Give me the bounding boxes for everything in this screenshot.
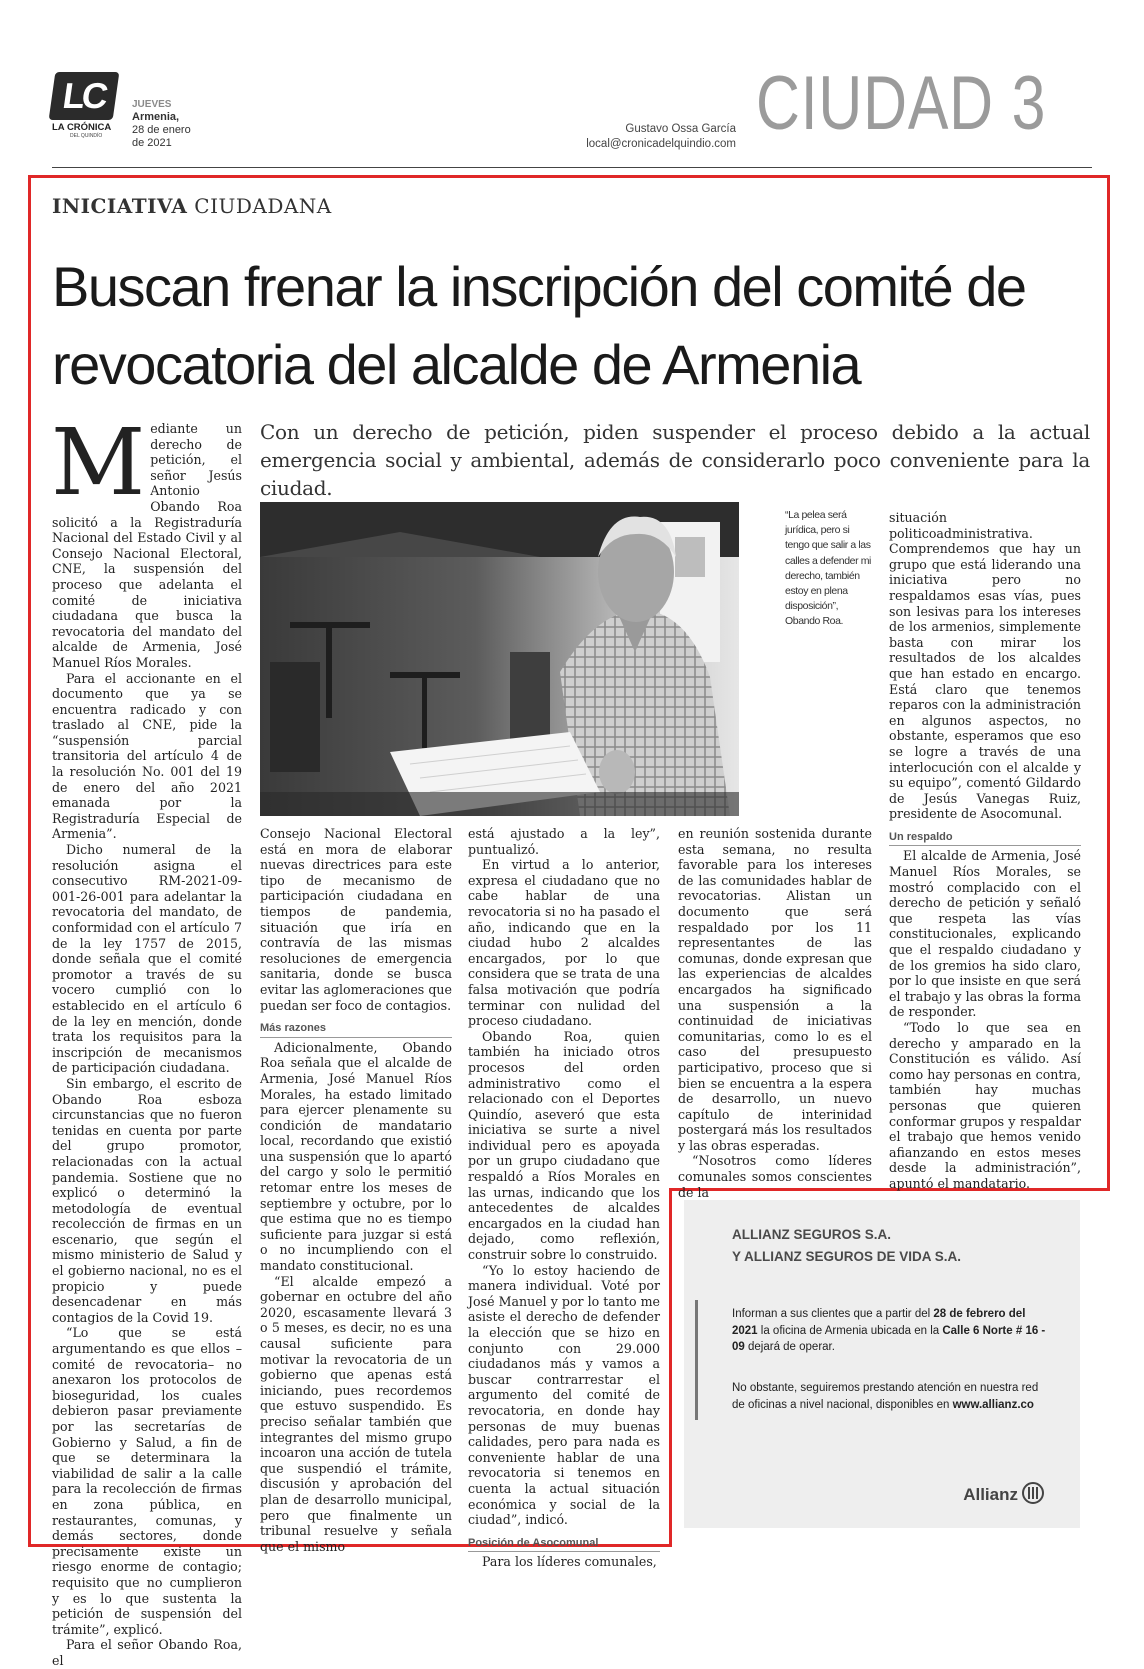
paragraph: Para el accionante en el documento que ya se encuentra radicado y con traslado al CNE, pide la “suspensión parcial transitoria del artículo 4 de la resolución No. 001 del 19 de enero del año 2021 emanada por la Registraduría Especial de Armenia”. (52, 670, 242, 842)
paragraph: En virtud a lo anterior, expresa el ciudadano que no cabe hablar de una revocatoria si no ha pasado el año, indicando que en la ciudad hubo 2 alcaldes encargados, por lo que considera que se trata de una falsa motivación que podría terminar con nulidad del proceso ciudadano. (468, 857, 660, 1029)
paragraph: situación politicoadministrativa. Comprendemos que hay un grupo que está liderando una iniciativa pero no respaldamos esas vías, pues son lesivas para los intereses de los armenios, simplemente basta con mirar los resultados de los alcaldes que han estado en encargo. Está claro que tenemos reparos con la administración en algunos aspectos, no obstante, esperamos que eso se logre a través de una interlocución con el alcalde y su equipo”, comentó Gildardo de Jesús Vanegas Ruiz, presidente de Asocomunal. (889, 510, 1081, 822)
kicker-rest: CIUDADANA (187, 194, 332, 218)
paragraph: “El alcalde empezó a gobernar en octubre del año 2020, escasamente llevará 3 o 5 meses, es decir, no es una causal suficiente para motivar la revocatoria de un gobierno que apenas está iniciando, pues recordemos que estuvo suspendido. Es preciso señalar también que integrantes del mismo grupo incoaron una acción de tutela que suspendió el trámite, discusión y aprobación del plan de desarrollo municipal, pero que finalmente un tribunal resuelve y señala que el mismo (260, 1273, 452, 1554)
subhead-un-respaldo: Un respaldo (889, 830, 1081, 847)
dateline (132, 98, 191, 150)
author-email[interactable]: local@cronicadelquindio.com (586, 138, 736, 150)
ad-notice: Informan a sus clientes que a partir del 28 de febrero del 2021 la oficina de Armenia ubicada en la Calle 6 Norte # 16 - 09 dejará de operar. (732, 1308, 1046, 1353)
paragraph: El alcalde de Armenia, José Manuel Ríos Morales, se mostró complacido con el derecho de petición y señaló que respeta las vías constitucionales, explicando que el respaldo ciudadano y de los gremios ha sido claro, por lo que insiste en que será el trabajo y las obras la forma de responder. (889, 848, 1081, 1020)
column-2 (260, 826, 452, 1554)
column-1 (51, 409, 242, 1669)
ad-notice-2: No obstante, seguiremos prestando atención en nuestra red de oficinas a nivel nacional, disponibles en www.allianz.co (732, 1382, 1039, 1411)
column-4 (678, 826, 872, 1200)
subhead-posicion-asocomunal: Posición de Asocomunal (468, 1536, 660, 1553)
highlight-frame-left (28, 175, 31, 1547)
kicker-bold: INICIATIVA (52, 194, 188, 218)
drop-cap: M (51, 409, 146, 516)
logo-sub: DEL QUINDÍO (70, 133, 103, 139)
ad-title-line2: Y ALLIANZ SEGUROS DE VIDA S.A. (732, 1249, 962, 1264)
column-3 (468, 826, 660, 1570)
highlight-frame-top (28, 175, 1110, 178)
photo-obando-roa (260, 502, 739, 816)
paragraph: Sin embargo, el escrito de Obando Roa esboza circunstancias que no fueron tenidas en cuenta por parte del grupo promotor, relacionadas con la actual pandemia. Sostiene que no explicó o determinó la metodología de eventual recolección de firmas en un escenario, que según el mismo ministerio de Salud y el gobierno nacional, no es el propicio y puede desencadenar en más contagios de la Covid 19. (52, 1075, 242, 1325)
paragraph: Adicionalmente, Obando Roa señala que el alcalde de Armenia, José Manuel Ríos Morales, ha estado limitado para ejercer plenamente su condición de mandatario local, recordando que existió una suspensión que lo apartó del cargo y solo le permitió retomar entre los meses de septiembre y octubre, por lo que estima que no es tiempo suficiente para juzgar si está o no incumpliendo con el mandato constitucional. (260, 1039, 452, 1274)
allianz-logo: Allianz (963, 1482, 1044, 1505)
dateline-day: JUEVES (132, 99, 172, 110)
paragraph: Mediante un derecho de petición, el señor Jesús Antonio Obando Roa solicitó a la Registraduría Nacional del Estado Civil y al Consejo Nacional Electoral, CNE, la suspensión del proceso que adelanta el comité de iniciativa ciudadana que busca la revocatoria del mandato del alcalde de Armenia, José Manuel Ríos Morales. (51, 409, 242, 670)
dateline-date2: de 2021 (132, 137, 172, 149)
ad-side-code (692, 1300, 702, 1420)
paragraph: “Lo que se está argumentando es que ellos –comité de revocatoria– no anexaron los protocolos de bioseguridad, los cuales debieron pasar previamente por las secretarías de Gobierno y Salud, a fin de que se determinara la viabilidad de salir a la calle para la recolección de firmas en zona pública, en restaurantes, comunas, y demás sectores, donde precisamente existe un riesgo enorme de contagio; requisito que no cumplieron y es lo que sustenta la petición de suspensión del trámite”, explicó. (52, 1325, 242, 1637)
paragraph: en reunión sostenida durante esta semana, no resulta favorable para los intereses de las comunidades hablar de revocatorias. Alistan un documento que será respaldado por los 11 representantes de las comunas, donde expresan que las experiencias de alcaldes encargados ha significado una suspensión a la continuidad de iniciativas comunitarias, como lo es el caso del presupuesto participativo, proceso que si bien se encuentra a la espera de desarrollo, un nuevo capítulo de interinidad postergará más los resultados y las obras esperadas. (678, 826, 872, 1153)
logo-mark: LC (49, 72, 120, 120)
paragraph: “Todo lo que sea en derecho y amparado en la Constitución es válido. Así como hay personas en contra, también hay muchas personas que quieren conformar grupos y respaldar el trabajo que hemos venido afianzando en estos meses desde la administración”, apuntó el mandatario. (889, 1020, 1081, 1191)
paragraph: está ajustado a la ley”, puntualizó. (468, 826, 660, 857)
section-title: CIUDAD 3 (756, 61, 1047, 146)
dateline-date1: 28 de enero (132, 124, 191, 136)
logo-name: LA CRÓNICA (52, 122, 112, 133)
paragraph: “Nosotros como líderes comunales somos conscientes de la (678, 1153, 872, 1200)
paragraph: “Yo lo estoy haciendo de manera individual. Voté por José Manuel y por lo tanto me asiste el derecho de defender la elección que se hizo en conjunto con 29.000 ciudadanos más y vamos a buscar contrarrestar el argumento del comité de revocatoria, en donde hay personas de muy buenas calidades, pero para nada es conveniente hablar de una revocatoria si tenemos en cuenta la actual situación económica y social de la ciudad”, indicó. (468, 1262, 660, 1528)
kicker (52, 193, 332, 219)
header-rule (52, 167, 1092, 168)
byline (586, 122, 736, 152)
paragraph: Para los líderes comunales, (482, 1554, 657, 1570)
highlight-frame-right (1107, 175, 1110, 1191)
author-name: Gustavo Ossa García (625, 123, 736, 135)
allianz-advertisement (684, 1200, 1080, 1528)
allianz-logo-icon (1022, 1482, 1044, 1504)
logo (52, 72, 118, 139)
dateline-city: Armenia, (132, 111, 180, 123)
paragraph: Consejo Nacional Electoral está en mora de elaborar nuevas directrices para este tipo de mecanismo de participación ciudadana en tiempos de pandemia, situación que iría en contravía de las mismas resoluciones de emergencia sanitaria, donde se busca evitar las aglomeraciones que puedan ser foco de contagios. (260, 826, 452, 1013)
paragraph: Obando Roa, quien también ha iniciado otros procesos del orden administrativo como el relacionado con el Deportes Quindío, aseveró que esta iniciativa se surte a nivel individual pero es apoyada por un grupo ciudadano que respaldó a Ríos Morales en las urnas, indicando que los antecedentes de alcaldes encargados en la ciudad han dejado, como reflexión, construir sobre lo construido. (468, 1028, 660, 1263)
headline: Buscan frenar la inscripción del comité de revocatoria del alcalde de Armenia (52, 255, 1026, 396)
ad-title (732, 1224, 961, 1268)
highlight-frame-step (669, 1188, 672, 1547)
deck: Con un derecho de petición, piden suspender el proceso debido a la actual emergencia social y ambiental, además de considerarlo poco conveniente para la ciudad. (260, 420, 1090, 500)
column-5 (889, 510, 1081, 1192)
subhead-mas-razones: Más razones (260, 1021, 452, 1038)
ad-title-line1: ALLIANZ SEGUROS S.A. (732, 1227, 892, 1242)
photo-illustration (260, 502, 739, 816)
paragraph: Dicho numeral de la resolución asigna el consecutivo RM-2021-09-001-26-001 para adelantar la revocatoria del mandato, de conformidad con el artículo 7 de la ley 1757 de 2015, donde señala que el comité promotor a través de su vocero cumplió con lo establecido en el artículo 6 de la ley en mención, donde trata los requisitos para la inscripción de mecanismos de participación ciudadana. (52, 842, 242, 1076)
photo-caption: “La pelea será jurídica, pero si tengo que salir a las calles a defender mi derecho, también estoy en plena disposición”, Obando Roa. (785, 509, 871, 628)
paragraph: Para el señor Obando Roa, el (52, 1637, 242, 1668)
ad-website-link[interactable]: www.allianz.co (952, 1398, 1034, 1411)
